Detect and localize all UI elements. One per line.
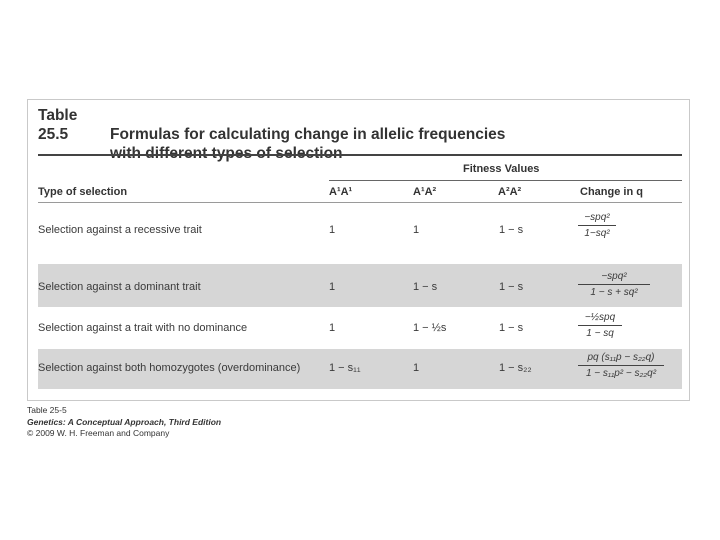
col-change-header: Change in q: [580, 186, 643, 198]
table-row: [38, 264, 682, 307]
fraction-bar: [578, 284, 650, 285]
figure-caption: [27, 405, 221, 440]
row-a1a1: 1: [329, 322, 336, 334]
row-a1a1: 1: [329, 281, 336, 293]
fraction-bar: [578, 325, 622, 326]
formula-numerator: −spq²: [601, 271, 627, 282]
title-rule: [38, 154, 682, 156]
row-a2a2: 1 − s₂₂: [499, 362, 532, 374]
col-a1a1-header: A¹A¹: [329, 186, 353, 198]
row-a1a2: 1: [413, 224, 420, 236]
table-title-line1: Formulas for calculating change in allelic frequencies: [110, 126, 506, 143]
fitness-rule: [329, 180, 682, 181]
table-row: [38, 349, 682, 389]
formula-numerator: −½spq: [584, 312, 616, 323]
row-a1a1: 1 − s₁₁: [329, 362, 361, 374]
row-a1a2: 1 − ½s: [413, 322, 447, 334]
fraction-bar: [578, 225, 616, 226]
change-in-q-formula: [578, 351, 664, 380]
formula-denominator: 1−sq²: [584, 228, 610, 239]
formula-denominator: 1 − s₁₁p² − s₂₂q²: [585, 368, 657, 379]
row-type: Selection against both homozygotes (overdominance): [38, 362, 301, 374]
formula-numerator: pq (s₁₁p − s₂₂q): [587, 352, 655, 363]
row-a1a1: 1: [329, 224, 336, 236]
table-panel: [27, 99, 690, 401]
fitness-values-header: Fitness Values: [463, 163, 540, 175]
change-in-q-formula: [578, 270, 650, 299]
row-a1a2: 1: [413, 362, 420, 374]
row-a2a2: 1 − s: [499, 224, 524, 236]
formula-denominator: 1 − sq: [586, 328, 614, 339]
formula-numerator: −spq²: [584, 212, 610, 223]
row-a1a2: 1 − s: [413, 281, 438, 293]
row-type: Selection against a dominant trait: [38, 281, 201, 293]
caption-table-label: Table 25-5: [27, 405, 67, 415]
col-a2a2-header: A²A²: [498, 186, 522, 198]
caption-book-title: Genetics: A Conceptual Approach, Third Edition: [27, 416, 222, 427]
change-in-q-formula: [578, 211, 616, 240]
row-type: Selection against a trait with no dominance: [38, 322, 248, 334]
table-row: [38, 203, 682, 263]
col-a1a2-header: A¹A²: [413, 186, 437, 198]
col-type-header: Type of selection: [38, 186, 128, 198]
fraction-bar: [578, 365, 664, 366]
row-type: Selection against a recessive trait: [38, 224, 202, 236]
change-in-q-formula: [578, 311, 622, 340]
caption-copyright: © 2009 W. H. Freeman and Company: [27, 428, 170, 438]
table-row: [38, 308, 682, 348]
row-a2a2: 1 − s: [499, 281, 524, 293]
table-number: Table 25.5: [38, 107, 78, 143]
row-a2a2: 1 − s: [499, 322, 524, 334]
formula-denominator: 1 − s + sq²: [590, 287, 638, 298]
